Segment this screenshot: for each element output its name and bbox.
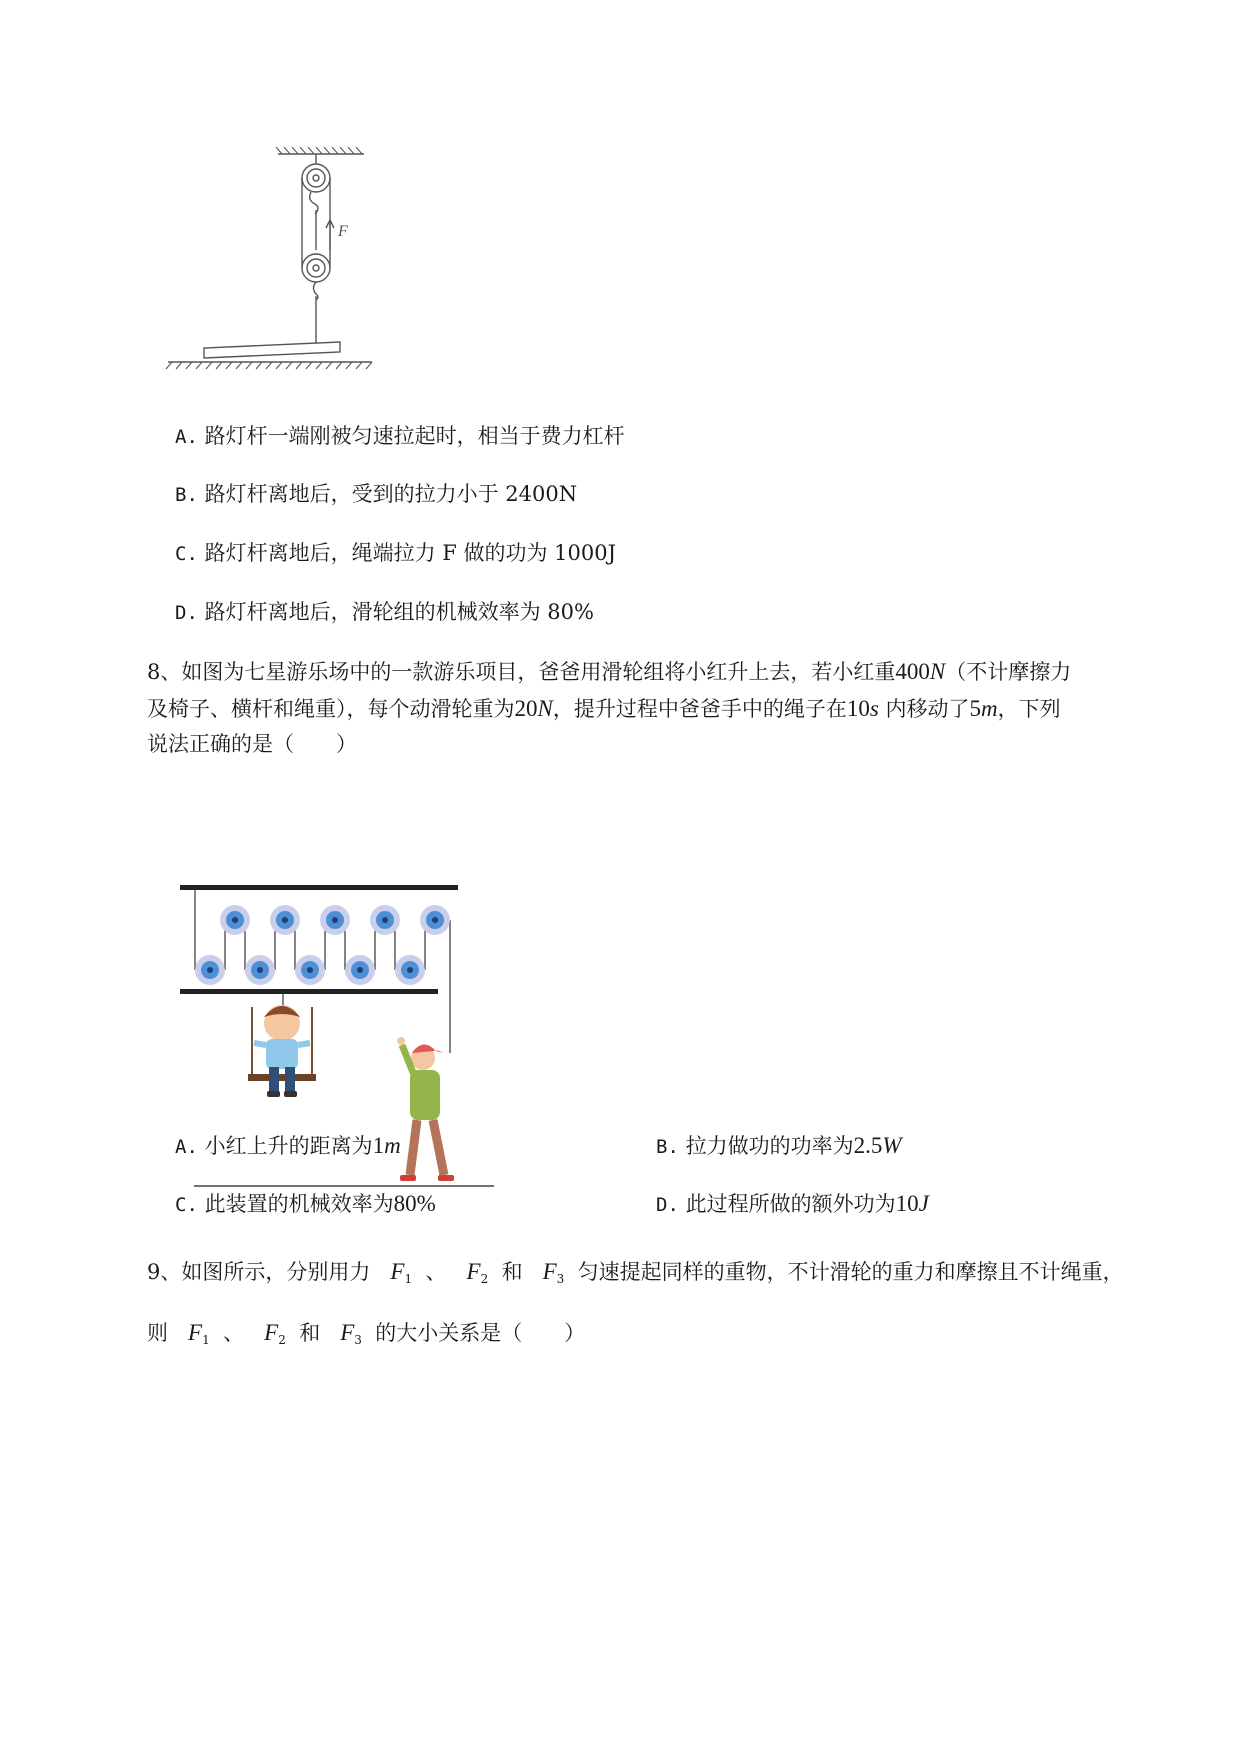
q7-pulley-figure [160, 140, 380, 380]
q9-stem-line2: 则 $F_1$ 、 $F_2$ 和 $F_3$ 的大小关系是（ ） [147, 1320, 586, 1347]
q7-option-b: B. 路灯杆离地后，受到的拉力小于 2400N [175, 482, 578, 506]
q7-option-d: D. 路灯杆离地后，滑轮组的机械效率为 80% [175, 600, 594, 624]
q9-stem-line1: 9、如图所示，分别用力 $F_1$ 、 $F_2$ 和 $F_3$ 匀速提起同样的重物，不计滑轮的重力和摩擦且不计绳重， [147, 1259, 1124, 1286]
q7-option-c: C. 路灯杆离地后，绳端拉力 F 做的功为 1000J [175, 541, 617, 565]
upper-pulleys [220, 905, 450, 935]
q7-option-a: A. 路灯杆一端刚被匀速拉起时，相当于费力杠杆 [175, 424, 625, 448]
q8-stem-line1: 8、如图为七星游乐场中的一款游乐项目，爸爸用滑轮组将小红升上去，若小红重400N（不计摩擦力 [147, 659, 1072, 684]
q8-option-b: B. 拉力做功的功率为2.5W [656, 1133, 902, 1158]
q8-option-c: C. 此装置的机械效率为80% [175, 1191, 436, 1216]
q8-stem-line3: 说法正确的是（ ） [147, 732, 357, 756]
father-pulling-rope [397, 1037, 454, 1181]
q8-option-a: A. 小红上升的距离为1m [175, 1133, 401, 1158]
child-on-swing [248, 1005, 316, 1097]
force-label: F [338, 223, 348, 240]
q8-pulley-swing-figure [170, 875, 560, 1220]
lower-pulleys [195, 955, 425, 985]
q8-stem-line2: 及椅子、横杆和绳重），每个动滑轮重为20N，提升过程中爸爸手中的绳子在10s 内移动了5m，下列 [147, 696, 1061, 721]
q8-option-d: D. 此过程所做的额外功为10J [656, 1191, 929, 1216]
